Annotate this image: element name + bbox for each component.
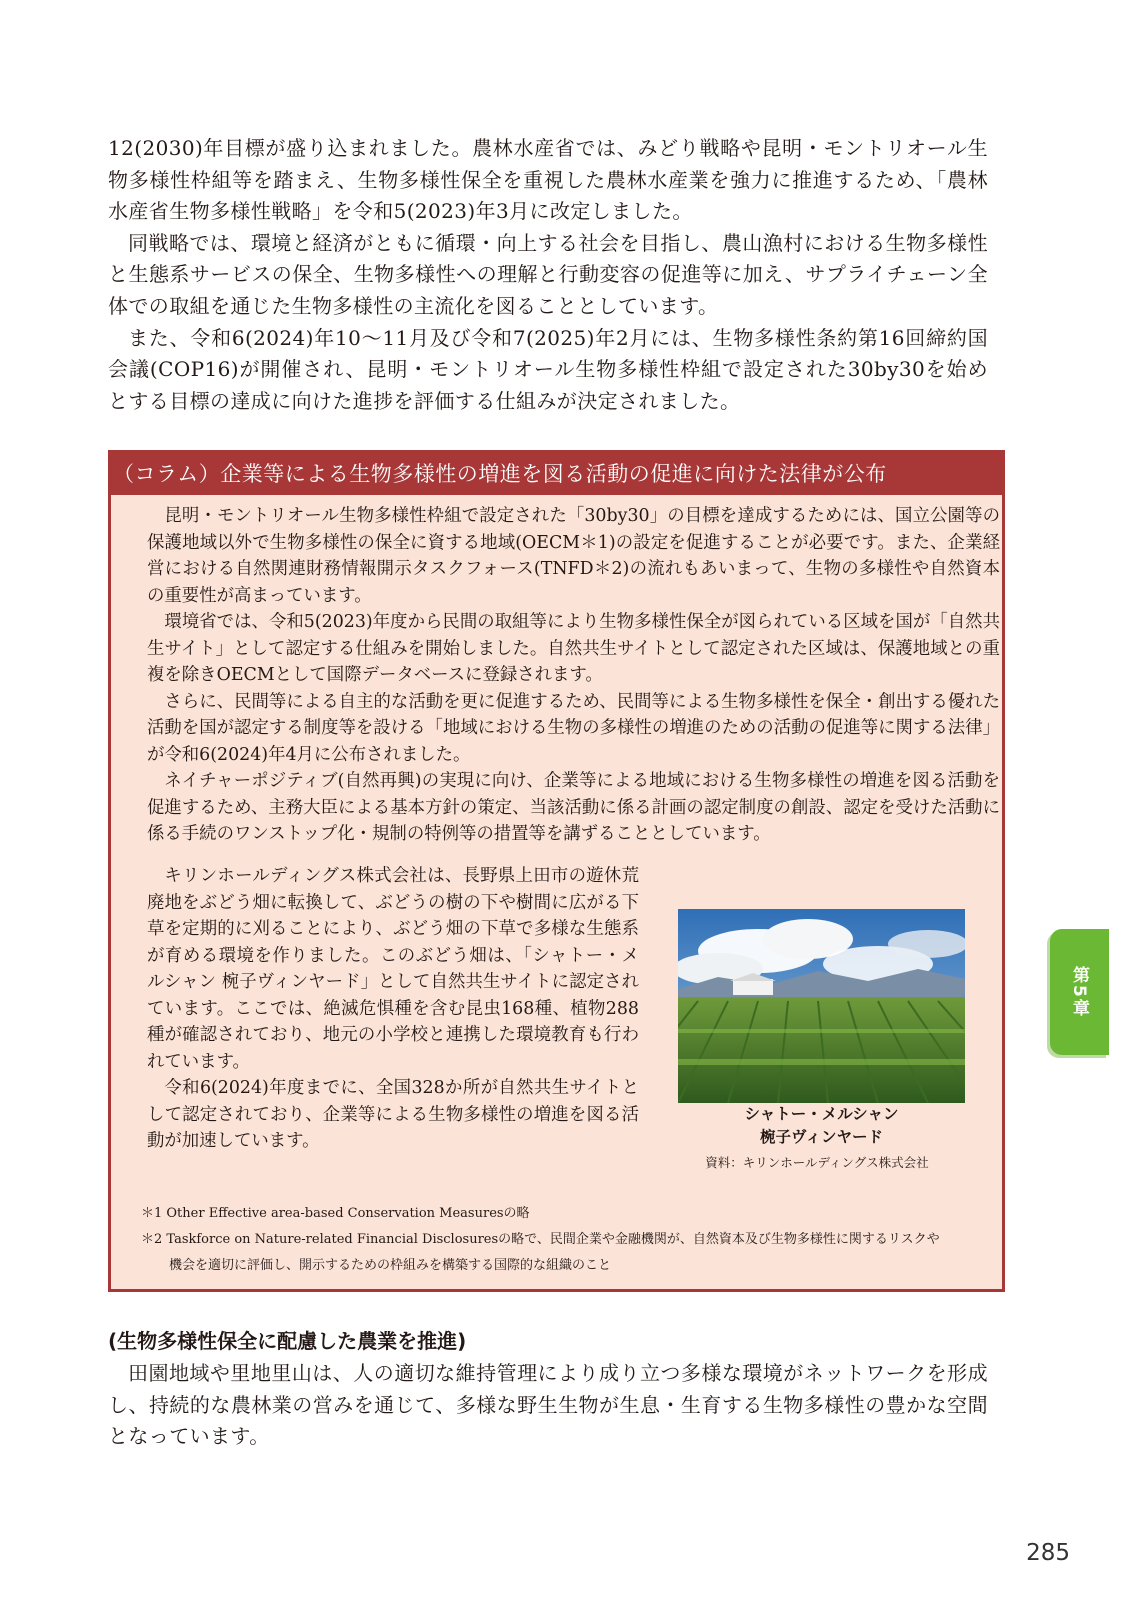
section-heading: (生物多様性保全に配慮した農業を推進) bbox=[108, 1329, 467, 1353]
chapter-tab bbox=[1050, 929, 1109, 1055]
photo-credit: 資料：キリンホールディングス株式会社 bbox=[705, 1155, 929, 1170]
chapter-tab-label: 第5章 bbox=[1069, 966, 1089, 1018]
column-body bbox=[147, 503, 1000, 848]
column-paragraph-3: さらに、民間等による自主的な活動を更に促進するため、民間等による生物多様性を保全・創出する優れた活動を国が認定する制度等を設ける「地域における生物の多様性の増進のための活動の促進等に関する法律」が令和6(2024)年4月に公布されました。 bbox=[147, 691, 1000, 765]
intro-text bbox=[108, 133, 988, 417]
footnote-2-continued: 機会を適切に評価し、開示するための枠組みを構築する国際的な組織のこと bbox=[169, 1258, 612, 1273]
column-paragraph-2: 環境省では、令和5(2023)年度から民間の取組等により生物多様性保全が図られている区域を国が「自然共生サイト」として認定する仕組みを開始しました。自然共生サイトとして認定された区域は、保護地域との重複を除きOECMとして国際データベースに登録されます。 bbox=[147, 612, 1000, 685]
vineyard-photo-image bbox=[678, 909, 965, 1103]
vineyard-photo bbox=[678, 909, 965, 1103]
photo-caption bbox=[678, 1103, 965, 1149]
footnotes bbox=[141, 1201, 1001, 1279]
column-box bbox=[108, 450, 1005, 1292]
intro-paragraph-3: また、令和6(2024)年10〜11月及び令和7(2025)年2月には、生物多様性条約第16回締約国会議(COP16)が開催され、昆明・モントリオール生物多様性枠組で設定された30by30を始めとする目標の達成に向けた進捗を評価する仕組みが決定されました。 bbox=[108, 325, 988, 413]
footnote-1: ＊1 Other Effective area-based Conservation Measuresの略 bbox=[141, 1206, 530, 1221]
section-body bbox=[108, 1358, 988, 1453]
column-paragraph-5: キリンホールディングス株式会社は、長野県上田市の遊休荒廃地をぶどう畑に転換して、ぶどうの樹の下や樹間に広がる下草を定期的に刈ることにより、ぶどう畑の下草で多様な生態系が育める環境を作りました。このぶどう畑は、「シャトー・メルシャン 椀子ヴィンヤード」として自然共生サイトに認定されています。ここでは、絶滅危惧種を含む昆虫168種、植物288種が確認されており、地元の小学校と連携した環境教育も行われています。 bbox=[147, 866, 639, 1072]
section-paragraph-1: 田園地域や里地里山は、人の適切な維持管理により成り立つ多様な環境がネットワークを形成し、持続的な農林業の営みを通じて、多様な野生生物が生息・生育する生物多様性の豊かな空間となっています。 bbox=[108, 1361, 988, 1449]
column-title: （コラム）企業等による生物多様性の増進を図る活動の促進に向けた法律が公布 bbox=[111, 453, 1002, 495]
column-paragraph-4: ネイチャーポジティブ(自然再興)の実現に向け、企業等による地域における生物多様性の増進を図る活動を促進するため、主務大臣による基本方針の策定、当該活動に係る計画の認定制度の創設、認定を受けた活動に係る手続のワンストップ化・規制の特例等の措置等を講ずることとしています。 bbox=[147, 771, 1000, 844]
intro-paragraph-2: 同戦略では、環境と経済がともに循環・向上する社会を目指し、農山漁村における生物多様性と生態系サービスの保全、生物多様性への理解と行動変容の促進等に加え、サプライチェーン全体での取組を通じた生物多様性の主流化を図ることとしています。 bbox=[108, 230, 988, 318]
page-number: 285 bbox=[1026, 1540, 1070, 1566]
intro-paragraph-1: 12(2030)年目標が盛り込まれました。農林水産省では、みどり戦略や昆明・モントリオール生物多様性枠組等を踏まえ、生物多様性保全を重視した農林水産業を強力に推進するため、「農林水産省生物多様性戦略」を令和5(2023)年3月に改定しました。 bbox=[108, 136, 988, 224]
photo-caption-line-1: シャトー・メルシャン bbox=[744, 1105, 899, 1123]
column-paragraph-6: 令和6(2024)年度までに、全国328か所が自然共生サイトとして認定されており、企業等による生物多様性の増進を図る活動が加速しています。 bbox=[147, 1078, 639, 1151]
photo-caption-line-2: 椀子ヴィンヤード bbox=[759, 1128, 884, 1146]
vineyard-story bbox=[147, 863, 639, 1155]
column-paragraph-1: 昆明・モントリオール生物多様性枠組で設定された「30by30」の目標を達成するためには、国立公園等の保護地域以外で生物多様性の保全に資する地域(OECM＊1)の設定を促進することが必要です。また、企業経営における自然関連財務情報開示タスクフォース(TNFD＊2)の流れもあいまって、生物の多様性や自然資本の重要性が高まっています。 bbox=[147, 506, 1000, 606]
footnote-2: ＊2 Taskforce on Nature-related Financial Disclosuresの略で、民間企業や金融機関が、自然資本及び生物多様性に関するリスクや bbox=[141, 1232, 940, 1247]
